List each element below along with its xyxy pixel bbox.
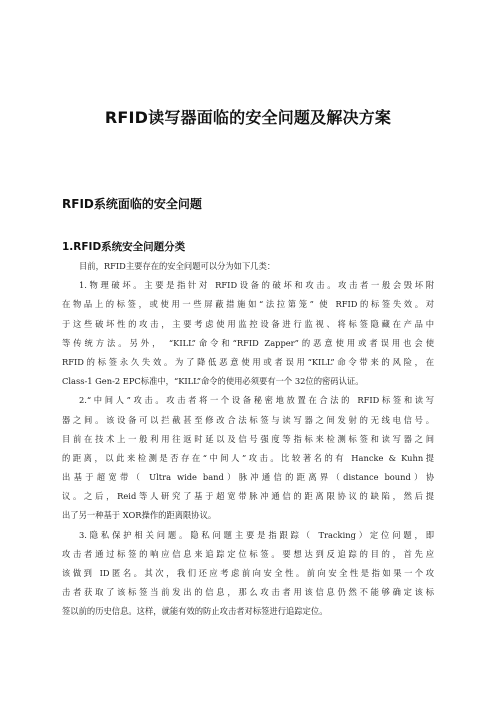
section-heading: RFID系统面临的安全问题 <box>62 197 202 211</box>
body-line: 击者获取了该标签当前发出的信息，那么攻击者用该信息仍然不能够确定该标 <box>62 587 434 598</box>
body-line: 签以前的历史信息。这样，就能有效的防止攻击者对标签进行追踪定位。 <box>62 606 328 617</box>
body-line: 议。之后，Reid等人研究了基于超宽带脉冲通信的距离限协议的缺陷，然后提 <box>62 491 434 502</box>
body-line: 于这些破坏性的攻击，主要考虑使用监控设备进行监视、将标签隐藏在产品中 <box>62 318 434 329</box>
body-line: 的距离，以此来检测是否存在“中间人”攻击。比较著名的有 Hancke & Kuhn提 <box>62 452 434 463</box>
body-line: 该做到 ID匿名。其次，我们还应考虑前向安全性。前向安全性是指如果一个攻 <box>62 568 434 578</box>
subsection-heading: 1.RFID系统安全问题分类 <box>62 241 186 253</box>
body-line: 在物品上的标签，或使用一些屏蔽措施如“法拉第笼” 使 RFID的标签失效。对 <box>62 299 434 310</box>
body-line: 2.“中间人”攻击。攻击者将一个设备秘密地放置在合法的 RFID标签和读写 <box>79 395 434 406</box>
body-line: 等传统方法。另外， “KILL”命令和“RFID Zapper”的恶意使用或者误用也会使 <box>62 337 434 348</box>
body-line: Class-1 Gen-2 EPC标准中，“KILL”命令的使用必须要有一个 32位的密码认证。 <box>62 376 364 387</box>
body-text <box>62 257 434 622</box>
body-line: 器之间。该设备可以拦截甚至修改合法标签与读写器之间发射的无线电信号。 <box>62 414 434 425</box>
body-line: 出基于超宽带（ Ultra wide band）脉冲通信的距离界（distance bound）协 <box>62 472 434 483</box>
body-line: 1.物理破坏。主要是指针对 RFID设备的破坏和攻击。攻击者一般会毁坏附 <box>79 280 434 291</box>
body-line: 攻击者通过标签的响应信息来追踪定位标签。要想达到反追踪的目的，首先应 <box>62 548 434 559</box>
body-line: 3.隐私保护相关问题。隐私问题主要是指跟踪（ Tracking）定位问题，即 <box>79 529 434 540</box>
document-title: RFID读写器面临的安全问题及解决方案 <box>104 108 392 127</box>
body-line: 目前在技术上一般利用往返时延以及信号强度等指标来检测标签和读写器之间 <box>62 433 434 444</box>
body-line: RFID的标签永久失效。为了降低恶意使用或者误用“KILL”命令带来的风险，在 <box>62 356 434 367</box>
body-line: 目前，RFID主要存在的安全问题可以分为如下几类： <box>79 261 276 271</box>
body-line: 出了另一种基于 XOR操作的距离限协议。 <box>62 510 217 521</box>
